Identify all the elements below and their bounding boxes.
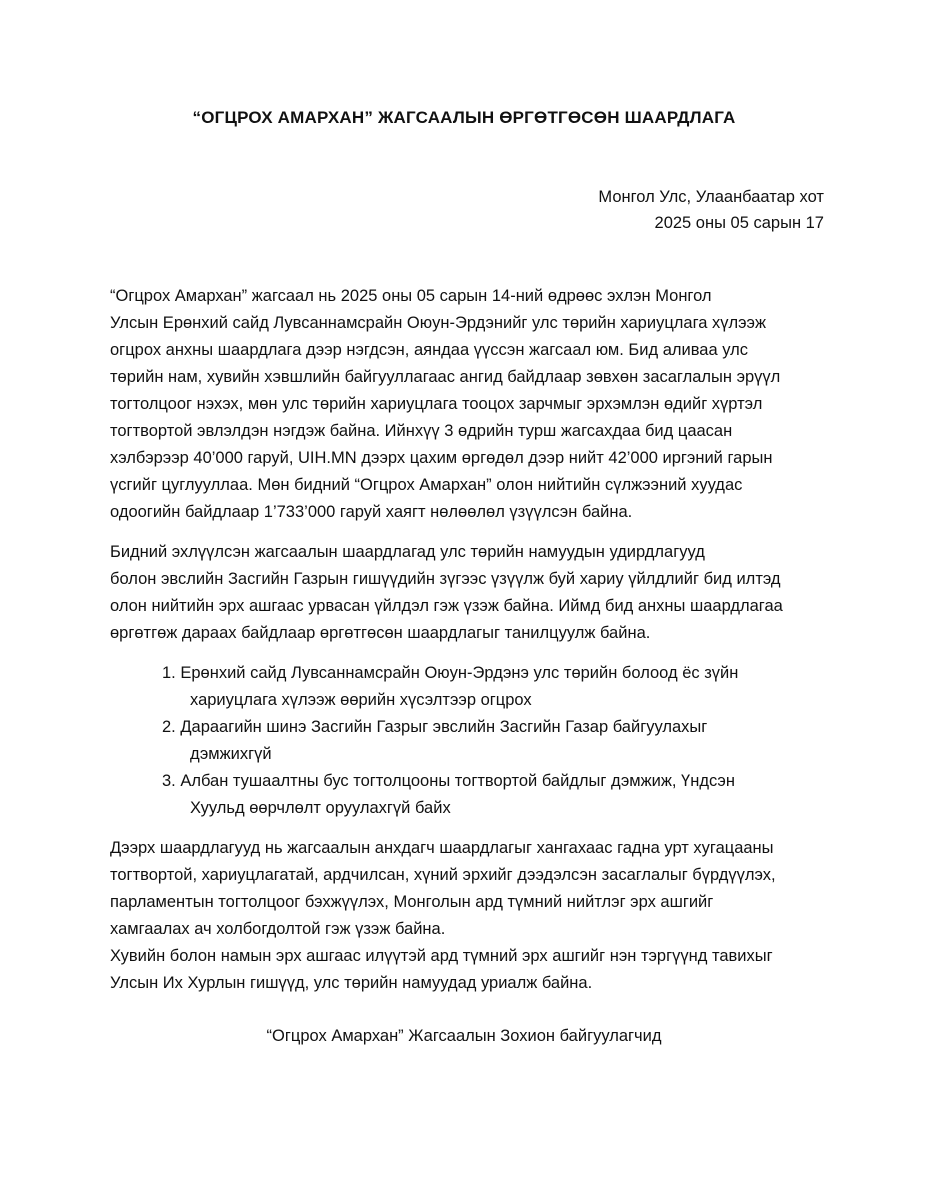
paragraph-line: төрийн нам, хувийн хэвшлийн байгууллагаас ангид байдлаар зөвхөн засаглалын эрүүл xyxy=(110,368,781,386)
paragraph-response xyxy=(110,539,832,647)
paragraph-line: Хувийн болон намын эрх ашгаас илүүтэй ард түмний эрх ашгийг нэн тэргүүнд тавихыг xyxy=(110,947,773,965)
paragraph-line: Дээрх шаардлагууд нь жагсаалын анхдагч шаардлагыг хангахаас гадна урт хугацааны xyxy=(110,839,774,857)
demand-line: дэмжихгүй xyxy=(190,745,272,763)
document-place: Монгол Улс, Улаанбаатар хот xyxy=(598,188,824,206)
paragraph-line: парламентын тогтолцоог бэхжүүлэх, Монголын ард түмний нийтлэг эрх ашгийг xyxy=(110,893,714,911)
paragraph-conclusion xyxy=(110,835,832,997)
paragraph-line: Бидний эхлүүлсэн жагсаалын шаардлагад улс төрийн намуудын удирдлагууд xyxy=(110,543,705,561)
paragraph-line: “Огцрох Амархан” жагсаал нь 2025 оны 05 сарын 14-ний өдрөөс эхлэн Монгол xyxy=(110,287,712,305)
demands-list xyxy=(110,660,832,822)
demand-line: Хуульд өөрчлөлт оруулахгүй байх xyxy=(190,799,451,817)
demand-line: 3. Албан тушаалтны бус тогтолцооны тогтвортой байдлыг дэмжиж, Үндсэн xyxy=(162,772,735,790)
paragraph-line: үсгийг цуглууллаа. Мөн бидний “Огцрох Амархан” олон нийтийн сүлжээний хуудас xyxy=(110,476,743,494)
document-date: 2025 оны 05 сарын 17 xyxy=(654,214,824,232)
paragraph-line: Улсын Ерөнхий сайд Лувсаннамсрайн Оюун-Эрдэнийг улс төрийн хариуцлага хүлээж xyxy=(110,314,766,332)
document-body xyxy=(110,283,832,997)
paragraph-line: олон нийтийн эрх ашгаас урвасан үйлдэл гэж үзэж байна. Иймд бид анхны шаардлагаа xyxy=(110,597,783,615)
paragraph-line: Улсын Их Хурлын гишүүд, улс төрийн намуудад уриалж байна. xyxy=(110,974,593,992)
document-signature: “Огцрох Амархан” Жагсаалын Зохион байгуулагчид xyxy=(266,1027,662,1045)
paragraph-line: хамгаалах ач холбогдолтой гэж үзэж байна. xyxy=(110,920,446,938)
demand-line: 1. Ерөнхий сайд Лувсаннамсрайн Оюун-Эрдэнэ улс төрийн болоод ёс зүйн xyxy=(162,664,739,682)
demand-item-1 xyxy=(110,660,832,714)
demand-line: хариуцлага хүлээж өөрийн хүсэлтээр огцрох xyxy=(190,691,532,709)
paragraph-line: өргөтгөж дараах байдлаар өргөтгөсөн шаардлагыг танилцуулж байна. xyxy=(110,624,651,642)
paragraph-intro xyxy=(110,283,832,526)
paragraph-line: тогтвортой эвлэлдэн нэгдэж байна. Ийнхүү 3 өдрийн турш жагсахдаа бид цаасан xyxy=(110,422,733,440)
paragraph-line: одоогийн байдлаар 1’733’000 гаруй хаягт нөлөөлөл үзүүлсэн байна. xyxy=(110,503,633,521)
paragraph-line: тогтолцоог нэхэх, мөн улс төрийн хариуцлага тооцох зарчмыг эрхэмлэн өдийг хүртэл xyxy=(110,395,763,413)
demand-item-3 xyxy=(110,768,832,822)
document-title: “ОГЦРОХ АМАРХАН” ЖАГСААЛЫН ӨРГӨТГӨСӨН ШААРДЛАГА xyxy=(192,108,736,127)
place-date-block xyxy=(598,184,824,236)
paragraph-line: огцрох анхны шаардлага дээр нэгдсэн, аяндаа үүссэн жагсаал юм. Бид аливаа улс xyxy=(110,341,748,359)
demand-line: 2. Дараагийн шинэ Засгийн Газрыг эвслийн Засгийн Газар байгуулахыг xyxy=(162,718,708,736)
paragraph-line: хэлбэрээр 40’000 гаруй, UIH.MN дээрх цахим өргөдөл дээр нийт 42’000 иргэний гарын xyxy=(110,449,773,467)
demand-item-2 xyxy=(110,714,832,768)
paragraph-line: болон эвслийн Засгийн Газрын гишүүдийн зүгээс үзүүлж буй хариу үйлдлийг бид илтэд xyxy=(110,570,781,588)
paragraph-line: тогтвортой, хариуцлагатай, ардчилсан, хүний эрхийг дээдэлсэн засаглалыг бүрдүүлэх, xyxy=(110,866,776,884)
